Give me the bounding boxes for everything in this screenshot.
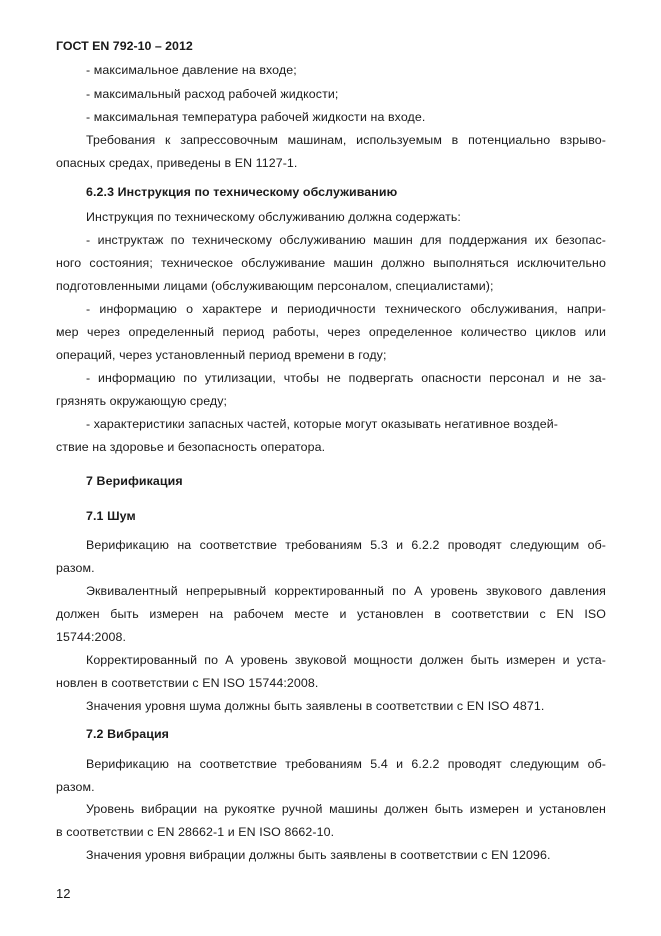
paragraph-line: опасных средах, приведены в EN 1127-1. (56, 156, 298, 170)
paragraph-line: Требования к запрессовочным машинам, используемым в потенциально взрыво- (86, 133, 606, 147)
paragraph-line: мер через определенный период работы, через определенное количество циклов или (56, 325, 606, 339)
section-heading-6-2-3: 6.2.3 Инструкция по техническому обслуживанию (86, 185, 398, 199)
list-item: - характеристики запасных частей, которые могут оказывать негативное воздей- (86, 417, 558, 431)
section-heading-7-1: 7.1 Шум (86, 509, 136, 523)
list-item: - информацию о характере и периодичности технического обслуживания, напри- (86, 302, 606, 316)
paragraph-line: разом. (56, 561, 95, 575)
paragraph-line: Значения уровня шума должны быть заявлены в соответствии с EN ISO 4871. (86, 699, 545, 713)
paragraph-line: Инструкция по техническому обслуживанию должна содержать: (86, 210, 461, 224)
paragraph-line: должен быть измерен на рабочем месте и установлен в соответствии с EN ISO (56, 607, 606, 621)
list-item: - инструктаж по техническому обслуживанию машин для поддержания их безопас- (86, 233, 606, 247)
paragraph-line: Уровень вибрации на рукоятке ручной машины должен быть измерен и установлен (86, 802, 606, 816)
document-header: ГОСТ EN 792-10 – 2012 (56, 39, 193, 53)
paragraph-line: ствие на здоровье и безопасность оператора. (56, 440, 326, 454)
list-item: - информацию по утилизации, чтобы не подвергать опасности персонал и не за- (86, 371, 606, 385)
paragraph-line: Верификацию на соответствие требованиям 5.3 и 6.2.2 проводят следующим об- (86, 538, 606, 552)
section-heading-7-2: 7.2 Вибрация (86, 727, 170, 741)
paragraph-line: Корректированный по А уровень звуковой мощности должен быть измерен и уста- (86, 653, 606, 667)
paragraph-line: Верификацию на соответствие требованиям 5.4 и 6.2.2 проводят следующим об- (86, 757, 606, 771)
list-item: - максимальная температура рабочей жидкости на входе. (86, 110, 426, 124)
paragraph-line: Эквивалентный непрерывный корректированный по А уровень звукового давления (86, 584, 606, 598)
paragraph-line: 15744:2008. (56, 630, 127, 644)
page-number: 12 (56, 886, 71, 901)
paragraph-line: разом. (56, 780, 95, 794)
paragraph-line: ного состояния; техническое обслуживание машин должно выполняться исключительно (56, 256, 606, 270)
paragraph-line: операций, через установленный период времени в году; (56, 348, 387, 362)
paragraph-line: подготовленными лицами (обслуживающим персоналом, специалистами); (56, 279, 494, 293)
list-item: - максимальный расход рабочей жидкости; (86, 87, 339, 101)
list-item: - максимальное давление на входе; (86, 63, 297, 77)
paragraph-line: в соответствии с EN 28662-1 и EN ISO 8662-10. (56, 825, 335, 839)
paragraph-line: грязнять окружающую среду; (56, 394, 228, 408)
paragraph-line: Значения уровня вибрации должны быть заявлены в соответствии с EN 12096. (86, 848, 551, 862)
section-heading-7: 7 Верификация (86, 474, 183, 488)
paragraph-line: новлен в соответствии с EN ISO 15744:2008. (56, 676, 319, 690)
